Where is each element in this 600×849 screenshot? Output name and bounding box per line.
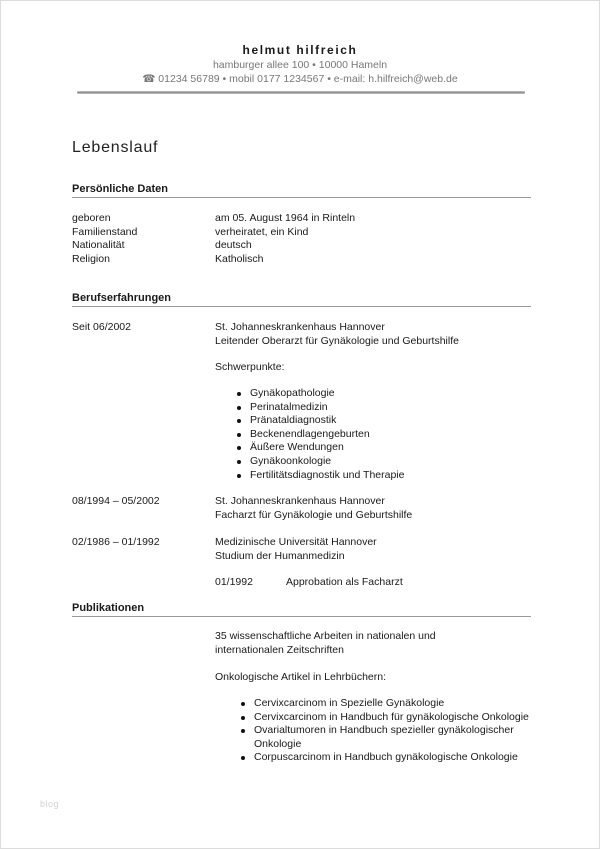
section-publications-heading: Publikationen xyxy=(72,602,531,617)
contact-line: ☎ 01234 56789 • mobil 0177 1234567 • e-mail: h.hilfreich@web.de xyxy=(142,73,458,85)
personal-label: Familienstand xyxy=(72,225,138,238)
career-period: Seit 06/2002 xyxy=(72,321,131,333)
focus-list xyxy=(233,387,404,482)
section-career-heading: Berufserfahrungen xyxy=(72,292,531,307)
approbation-date: 01/1992 xyxy=(215,576,253,588)
letterhead xyxy=(1,43,599,85)
list-item: Äußere Wendungen xyxy=(233,441,404,455)
list-item: Ovarialtumoren in Handbuch spezieller gynäkologischer Onkologie xyxy=(237,724,532,751)
career-period: 08/1994 – 05/2002 xyxy=(72,495,160,507)
career-position: Studium der Humanmedizin xyxy=(215,549,345,562)
publications-sub-label: Onkologische Artikel in Lehrbüchern: xyxy=(215,671,387,683)
watermark: blog xyxy=(40,799,60,809)
career-employer: St. Johanneskrankenhaus Hannover xyxy=(215,321,385,333)
publications-intro: internationalen Zeitschriften xyxy=(215,643,344,656)
approbation-text: Approbation als Facharzt xyxy=(286,576,403,588)
personal-value: Katholisch xyxy=(215,252,264,265)
list-item: Cervixcarcinom in Spezielle Gynäkologie xyxy=(237,697,532,711)
list-item: Corpuscarcinom in Handbuch gynäkologische Onkologie xyxy=(237,751,532,765)
list-item: Cervixcarcinom in Handbuch für gynäkologische Onkologie xyxy=(237,711,532,725)
list-item: Gynäkopathologie xyxy=(233,387,404,401)
career-employer: St. Johanneskrankenhaus Hannover xyxy=(215,495,385,507)
publications-list xyxy=(237,697,532,765)
list-item: Pränataldiagnostik xyxy=(233,414,404,428)
section-personal-heading: Persönliche Daten xyxy=(72,183,531,198)
personal-value: deutsch xyxy=(215,239,252,251)
list-item: Gynäkoonkologie xyxy=(233,455,404,469)
personal-value: verheiratet, ein Kind xyxy=(215,225,309,238)
applicant-name: helmut hilfreich xyxy=(242,43,358,57)
career-employer: Medizinische Universität Hannover xyxy=(215,536,377,548)
personal-label: geboren xyxy=(72,212,111,224)
address-line: hamburger allee 100 • 10000 Hameln xyxy=(212,59,388,71)
list-item: Fertilitätsdiagnostik und Therapie xyxy=(233,469,404,483)
list-item: Perinatalmedizin xyxy=(233,401,404,415)
career-period: 02/1986 – 01/1992 xyxy=(72,536,160,548)
list-item: Beckenendlagengeburten xyxy=(233,428,404,442)
document-title: Lebenslauf xyxy=(72,139,159,156)
personal-label: Nationalität xyxy=(72,239,125,251)
personal-label: Religion xyxy=(72,252,110,265)
career-position: Facharzt für Gynäkologie und Geburtshilfe xyxy=(215,508,413,521)
focus-label: Schwerpunkte: xyxy=(215,361,285,373)
header-divider xyxy=(77,91,525,94)
personal-value: am 05. August 1964 in Rinteln xyxy=(215,212,356,224)
career-position: Leitender Oberarzt für Gynäkologie und Geburtshilfe xyxy=(215,334,459,347)
publications-intro: 35 wissenschaftliche Arbeiten in nationalen und xyxy=(215,630,436,642)
